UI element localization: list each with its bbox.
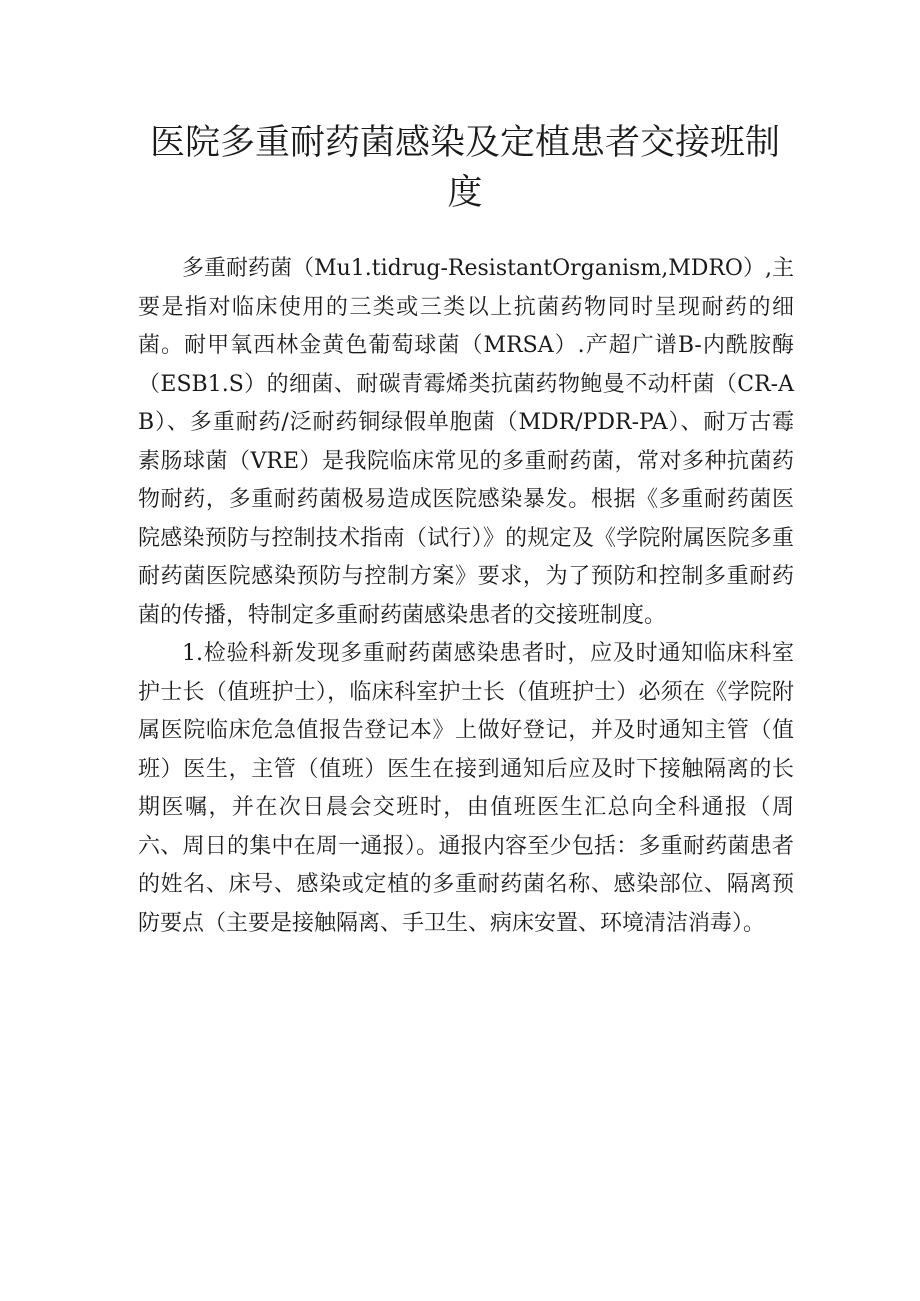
document-title <box>140 118 790 218</box>
intro-paragraph: 多重耐药菌（Mu1.tidrug-ResistantOrganism,MDRO）,主要是指对临床使用的三类或三类以上抗菌药物同时呈现耐药的细菌。耐甲氧西林金黄色葡萄球菌（MRSA）.产超广谱B-内酰胺酶（ESB1.S）的细菌、耐碳青霉烯类抗菌药物鲍曼不动杆菌（CR-AB）、多重耐药/泛耐药铜绿假单胞菌（MDR/PDR-PA）、耐万古霉素肠球菌（VRE）是我院临床常见的多重耐药菌，常对多种抗菌药物耐药，多重耐药菌极易造成医院感染暴发。根据《多重耐药菌医院感染预防与控制技术指南（试行）》的规定及《学院附属医院多重耐药菌医院感染预防与控制方案》要求，为了预防和控制多重耐药菌的传播，特制定多重耐药菌感染患者的交接班制度。 <box>138 256 794 628</box>
document-body <box>138 250 794 943</box>
document-title-line-2: 度 <box>447 173 483 213</box>
document-title-line-1: 医院多重耐药菌感染及定植患者交接班制 <box>149 123 780 163</box>
rule-1-paragraph: 1.检验科新发现多重耐药菌感染患者时，应及时通知临床科室护士长（值班护士），临床科室护士长（值班护士）必须在《学院附属医院临床危急值报告登记本》上做好登记，并及时通知主管（值班）医生，主管（值班）医生在接到通知后应及时下接触隔离的长期医嘱，并在次日晨会交班时，由值班医生汇总向全科通报（周六、周日的集中在周一通报）。通报内容至少包括：多重耐药菌患者的姓名、床号、感染或定植的多重耐药菌名称、感染部位、隔离预防要点（主要是接触隔离、手卫生、病床安置、环境清洁消毒）。 <box>138 641 794 936</box>
